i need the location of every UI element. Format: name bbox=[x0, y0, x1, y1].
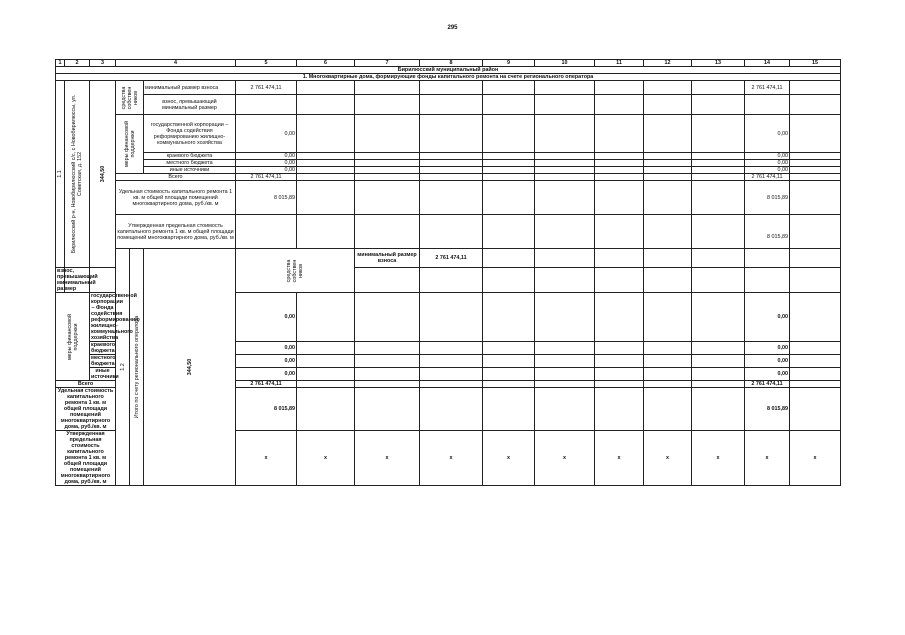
value-col5: 2 761 474,11 bbox=[236, 81, 297, 95]
value-col5: 0,00 bbox=[236, 153, 297, 160]
excess-label: взнос, превышающий минимальный размер bbox=[57, 268, 98, 292]
col-num: 3 bbox=[90, 60, 116, 67]
value-col5: 2 761 474,11 bbox=[236, 174, 297, 181]
value-col14: 0,00 bbox=[745, 153, 790, 160]
value-col14: 0,00 bbox=[745, 160, 790, 167]
col-num: 11 bbox=[595, 60, 644, 67]
page-number: 295 bbox=[447, 25, 458, 31]
value-col14: 8 015,89 bbox=[745, 215, 790, 249]
excess-label: взнос, превышающий минимальный размер bbox=[144, 95, 236, 115]
value-col5: 2 761 474,11 bbox=[420, 249, 483, 268]
local-label: местного бюджета bbox=[144, 160, 236, 167]
area-cell: 344,50 bbox=[144, 249, 236, 486]
regional-label: краевого бюджета bbox=[91, 342, 115, 354]
total-label: Всего bbox=[116, 174, 236, 181]
other-label: иные источники bbox=[144, 167, 236, 174]
unit-cost-label: Удельная стоимость капитального ремонта 1 кв. м общей площади помещений многоквартирного дома, руб./кв. м bbox=[56, 388, 116, 431]
min-contribution-label: минимальный размер взноса bbox=[355, 249, 420, 268]
col-num: 13 bbox=[692, 60, 745, 67]
x-mark: x bbox=[236, 431, 297, 486]
row-number: 1.2 bbox=[116, 249, 130, 486]
value-col14: 8 015,89 bbox=[745, 388, 790, 431]
col-num: 6 bbox=[297, 60, 355, 67]
total-label: Всего bbox=[56, 381, 116, 388]
col-num: 2 bbox=[65, 60, 90, 67]
table-row bbox=[56, 81, 841, 95]
limit-cost-label: Утвержденная предельная стоимость капитального ремонта 1 кв. м общей площади помещений многоквартирного дома, руб./кв. м bbox=[56, 431, 116, 486]
corp-label: государственной корпорации – Фонда содействия реформированию жилищно-коммунального хозяйства bbox=[144, 115, 236, 153]
col-num: 5 bbox=[236, 60, 297, 67]
other-label: иные источники bbox=[91, 368, 119, 380]
value-col14: 2 761 474,11 bbox=[745, 81, 790, 95]
value-col5: 0,00 bbox=[236, 355, 297, 368]
x-mark: x bbox=[595, 431, 644, 486]
support-group: меры финансовой поддержки bbox=[56, 293, 90, 381]
x-mark: x bbox=[745, 431, 790, 486]
table-row bbox=[56, 249, 841, 268]
x-mark: x bbox=[483, 431, 535, 486]
x-mark: x bbox=[790, 431, 841, 486]
support-group: меры финансовой поддержки bbox=[116, 115, 144, 174]
col-num: 15 bbox=[790, 60, 841, 67]
min-contribution-label: минимальный размер взноса bbox=[144, 81, 236, 95]
col-num: 14 bbox=[745, 60, 790, 67]
value-col5: 0,00 bbox=[236, 167, 297, 174]
corp-label: государственной корпорации – Фонда содействия реформированию жилищно-коммунального хозяйства bbox=[91, 293, 140, 341]
address-cell: Бирилюсский р-н, Новобирилюсский с/с, с Новобирилюссы, ул. Советская, д. 152 bbox=[65, 81, 90, 268]
local-label: местного бюджета bbox=[91, 355, 116, 367]
value-col5: 2 761 474,11 bbox=[236, 381, 297, 388]
col-num: 9 bbox=[483, 60, 535, 67]
value-col5: 0,00 bbox=[236, 293, 297, 342]
x-mark: x bbox=[692, 431, 745, 486]
col-num: 7 bbox=[355, 60, 420, 67]
district-title: Бирилюсский муниципальный район bbox=[56, 67, 841, 74]
value-col14: 2 761 474,11 bbox=[745, 381, 790, 388]
section-title: 1. Многоквартирные дома, формирующие фонды капитального ремонта на счете регионального оператора bbox=[56, 74, 841, 81]
row-number: 1.1 bbox=[56, 81, 65, 268]
value-col14: 8 015,89 bbox=[745, 181, 790, 215]
owners-group: средства собствен ников bbox=[116, 81, 144, 115]
value-col5: 8 015,89 bbox=[236, 388, 297, 431]
value-col14: 0,00 bbox=[745, 115, 790, 153]
value-col14: 0,00 bbox=[745, 293, 790, 342]
value-col14: 0,00 bbox=[745, 355, 790, 368]
col-num: 1 bbox=[56, 60, 65, 67]
limit-cost-label: Утвержденная предельная стоимость капитального ремонта 1 кв. м общей площади помещений многоквартирного дома, руб./кв. м bbox=[116, 215, 236, 249]
value-col14: 0,00 bbox=[745, 368, 790, 381]
col-num: 12 bbox=[644, 60, 692, 67]
value-col5: 0,00 bbox=[236, 115, 297, 153]
x-mark: x bbox=[297, 431, 355, 486]
value-col5: 8 015,89 bbox=[236, 181, 297, 215]
value-col14: 2 761 474,11 bbox=[745, 174, 790, 181]
owners-group: средства собствен ников bbox=[236, 249, 355, 293]
x-mark: x bbox=[420, 431, 483, 486]
col-num: 8 bbox=[420, 60, 483, 67]
column-number-row bbox=[56, 60, 841, 67]
x-mark: x bbox=[535, 431, 595, 486]
value-col5: 0,00 bbox=[236, 368, 297, 381]
unit-cost-label: Удельная стоимость капитального ремонта 1 кв. м общей площади помещений многоквартирного дома, руб./кв. м bbox=[116, 181, 236, 215]
x-mark: x bbox=[644, 431, 692, 486]
register-table bbox=[55, 59, 841, 486]
value-col14: 0,00 bbox=[745, 342, 790, 355]
total-caption: Итого по счету регионального оператора bbox=[130, 249, 144, 486]
value-col14: 0,00 bbox=[745, 167, 790, 174]
x-mark: x bbox=[355, 431, 420, 486]
value-col5: 0,00 bbox=[236, 342, 297, 355]
col-num: 10 bbox=[535, 60, 595, 67]
area-cell: 344,50 bbox=[90, 81, 116, 268]
value-col5: 0,00 bbox=[236, 160, 297, 167]
regional-label: краевого бюджета bbox=[144, 153, 236, 160]
col-num: 4 bbox=[116, 60, 236, 67]
